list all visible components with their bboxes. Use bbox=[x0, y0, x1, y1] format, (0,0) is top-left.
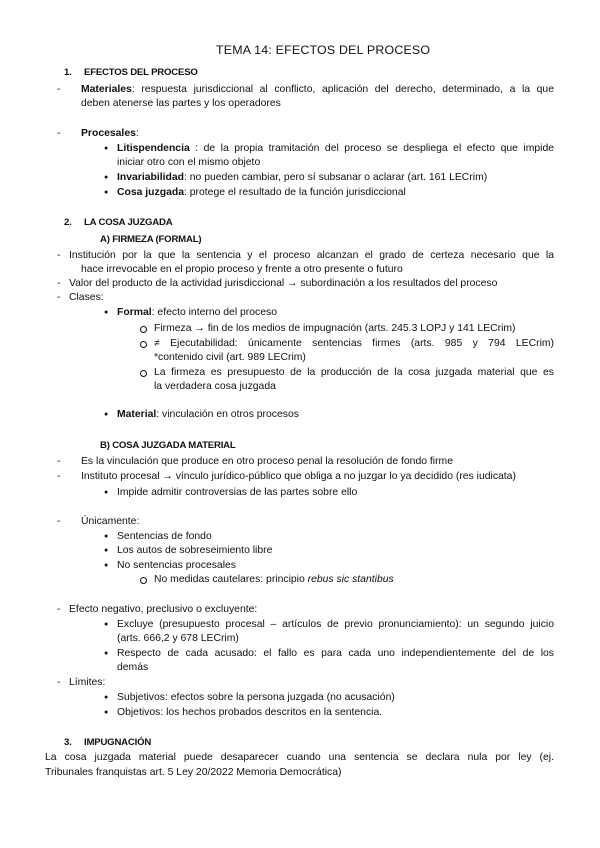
list-item: Objetivos: los hechos probados descritos en la sentencia. bbox=[117, 707, 383, 718]
dash-marker: - bbox=[57, 292, 61, 303]
circle-bullet-icon bbox=[140, 577, 147, 584]
circle-bullet-icon bbox=[140, 326, 147, 333]
subsection-heading: A) FIRMEZA (FORMAL) bbox=[100, 234, 202, 245]
list-item: Litispendencia : de la propia tramitación del proceso se despliega el efecto que impide bbox=[117, 143, 554, 154]
list-item: La firmeza es presupuesto de la producción de la cosa juzgada material que es bbox=[154, 367, 554, 378]
list-item: Instituto procesal → vínculo jurídico-público que obliga a no juzgar lo ya decidido (res iudicata) bbox=[81, 471, 516, 482]
paragraph-cont: Tribunales franquistas art. 5 Ley 20/2022 Memoria Democrática) bbox=[45, 767, 342, 778]
list-item: Procesales: bbox=[81, 128, 139, 139]
dash-marker: - bbox=[57, 456, 61, 467]
circle-bullet-icon bbox=[140, 341, 147, 348]
bullet-icon: ● bbox=[104, 694, 109, 701]
dash-marker: - bbox=[57, 471, 61, 482]
dash-marker: - bbox=[57, 516, 61, 527]
list-item: Formal: efecto interno del proceso bbox=[117, 307, 277, 318]
section-heading: LA COSA JUZGADA bbox=[84, 217, 173, 228]
paragraph: Materiales: respuesta jurisdiccional al conflicto, aplicación del derecho, determinado, a la que bbox=[81, 84, 554, 95]
paragraph-cont: hace irrevocable en el propio proceso y frente a otro presente o futuro bbox=[81, 264, 403, 275]
paragraph: La cosa juzgada material puede desaparecer cuando una sentencia se declara nula por ley (ej. bbox=[45, 752, 554, 763]
dash-marker: - bbox=[57, 84, 61, 95]
list-item: Excluye (presupuesto procesal – artículos de previo pronunciamiento): un segundo juicio bbox=[117, 619, 554, 630]
list-item: Valor del producto de la actividad jurisdiccional → subordinación a los resultados del proceso bbox=[69, 278, 498, 289]
bullet-icon: ● bbox=[104, 709, 109, 716]
dash-marker: - bbox=[57, 677, 61, 688]
bullet-icon: ● bbox=[104, 547, 109, 554]
list-item: Cosa juzgada: protege el resultado de la función jurisdiccional bbox=[117, 187, 406, 198]
dash-marker: - bbox=[57, 128, 61, 139]
circle-bullet-icon bbox=[140, 370, 147, 377]
list-item: Firmeza → fin de los medios de impugnación (arts. 245.3 LOPJ y 141 LECrim) bbox=[154, 323, 516, 334]
list-item: Únicamente: bbox=[81, 516, 140, 527]
dash-marker: - bbox=[57, 604, 61, 615]
bullet-icon: ● bbox=[104, 145, 109, 152]
list-item: Clases: bbox=[69, 292, 104, 303]
list-item: ≠ Ejecutabilidad: únicamente sentencias firmes (arts. 985 y 794 LECrim) bbox=[154, 338, 554, 349]
paragraph: Institución por la que la sentencia y el proceso alcanzan el grado de certeza necesario que la bbox=[69, 250, 554, 261]
list-item: Sentencias de fondo bbox=[117, 531, 212, 542]
list-item: Impide admitir controversias de las partes sobre ello bbox=[117, 487, 358, 498]
list-item: Límites: bbox=[69, 677, 106, 688]
section-number: 3. bbox=[64, 737, 72, 748]
section-heading: IMPUGNACIÓN bbox=[84, 737, 152, 748]
bullet-icon: ● bbox=[104, 650, 109, 657]
dash-marker: - bbox=[57, 278, 61, 289]
list-item-cont: la verdadera cosa juzgada bbox=[154, 381, 276, 392]
list-item: Es la vinculación que produce en otro proceso penal la resolución de fondo firme bbox=[81, 456, 453, 467]
section-heading: EFECTOS DEL PROCESO bbox=[84, 67, 198, 78]
bullet-icon: ● bbox=[104, 174, 109, 181]
list-item-cont: demás bbox=[117, 662, 149, 673]
bullet-icon: ● bbox=[104, 533, 109, 540]
bullet-icon: ● bbox=[104, 309, 109, 316]
bullet-icon: ● bbox=[104, 562, 109, 569]
list-item: Invariabilidad: no pueden cambiar, pero sí subsanar o aclarar (art. 161 LECrim) bbox=[117, 172, 488, 183]
page-title: TEMA 14: EFECTOS DEL PROCESO bbox=[216, 43, 431, 57]
list-item: Material: vinculación en otros procesos bbox=[117, 409, 299, 420]
section-number: 1. bbox=[64, 67, 72, 78]
list-item: Los autos de sobreseimiento libre bbox=[117, 545, 273, 556]
bullet-icon: ● bbox=[104, 621, 109, 628]
list-item: Efecto negativo, preclusivo o excluyente: bbox=[69, 604, 258, 615]
dash-marker: - bbox=[57, 250, 61, 261]
list-item: No medidas cautelares: principio rebus sic stantibus bbox=[154, 574, 394, 585]
bullet-icon: ● bbox=[104, 189, 109, 196]
list-item-cont: iniciar otro con el mismo objeto bbox=[117, 157, 261, 168]
section-number: 2. bbox=[64, 217, 72, 228]
bullet-icon: ● bbox=[104, 411, 109, 418]
list-item-cont: (arts. 666,2 y 678 LECrim) bbox=[117, 633, 239, 644]
paragraph-cont: deben atenerse las partes y los operadores bbox=[81, 98, 281, 109]
list-item: Subjetivos: efectos sobre la persona juzgada (no acusación) bbox=[117, 692, 395, 703]
list-item-cont: *contenido civil (art. 989 LECrim) bbox=[154, 352, 306, 363]
list-item: No sentencias procesales bbox=[117, 560, 236, 571]
bullet-icon: ● bbox=[104, 489, 109, 496]
list-item: Respecto de cada acusado: el fallo es para cada uno independientemente del de los bbox=[117, 648, 554, 659]
subsection-heading: B) COSA JUZGADA MATERIAL bbox=[100, 440, 236, 451]
